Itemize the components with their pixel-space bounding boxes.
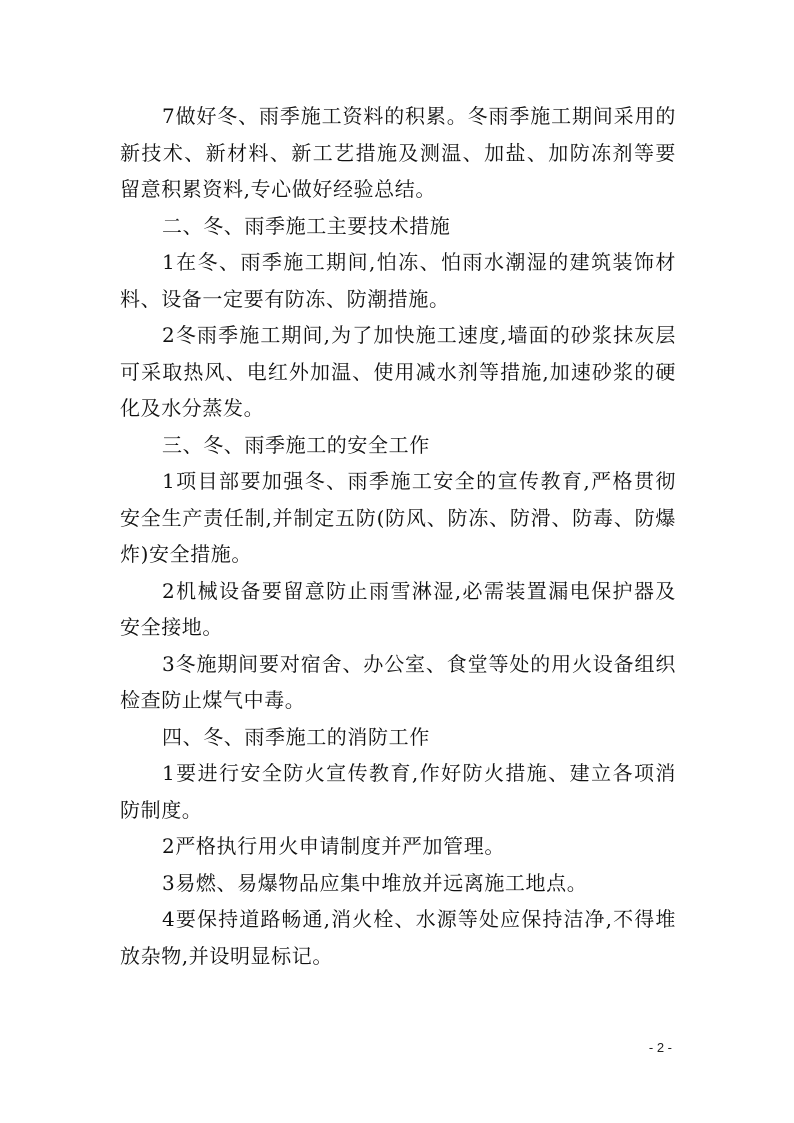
paragraph-frost-moisture-protection: 1在冬、雨季施工期间,怕冻、怕雨水潮湿的建筑装饰材料、设备一定要有防冻、防潮措施。	[120, 250, 676, 311]
paragraph-fire-permit: 2严格执行用火申请制度并严加管理。	[162, 834, 505, 858]
paragraph-mortar-curing: 2冬雨季施工期间,为了加快施工速度,墙面的砂浆抹灰层可采取热风、电红外加温、使用减水剂等措施,加速砂浆的硬化及水分蒸发。	[120, 323, 676, 420]
section-heading-fire-protection: 四、冬、雨季施工的消防工作	[162, 724, 430, 749]
paragraph-flammable-storage: 3易燃、易爆物品应集中堆放并远离施工地点。	[162, 870, 588, 895]
section-heading-technical-measures: 二、冬、雨季施工主要技术措施	[162, 213, 451, 238]
paragraph-gas-poisoning-check: 3冬施期间要对宿舍、办公室、食堂等处的用火设备组织检查防止煤气中毒。	[120, 651, 676, 712]
page-number: - 2 -	[648, 1040, 672, 1055]
document-body	[120, 98, 676, 974]
paragraph-road-access: 4要保持道路畅通,消火栓、水源等处应保持洁净,不得堆放杂物,并设明显标记。	[120, 907, 676, 968]
paragraph-fire-education: 1要进行安全防火宣传教育,作好防火措施、建立各项消防制度。	[120, 761, 676, 822]
paragraph-safety-education: 1项目部要加强冬、雨季施工安全的宣传教育,严格贯彻安全生产责任制,并制定五防(防风、防冻、防滑、防毒、防爆炸)安全措施。	[120, 469, 676, 566]
paragraph-data-accumulation: 7做好冬、雨季施工资料的积累。冬雨季施工期间采用的新技术、新材料、新工艺措施及测温、加盐、加防冻剂等要留意积累资料,专心做好经验总结。	[120, 104, 676, 201]
section-heading-safety-work: 三、冬、雨季施工的安全工作	[162, 432, 430, 457]
paragraph-machinery-protection: 2机械设备要留意防止雨雪淋湿,必需装置漏电保护器及安全接地。	[120, 578, 676, 639]
